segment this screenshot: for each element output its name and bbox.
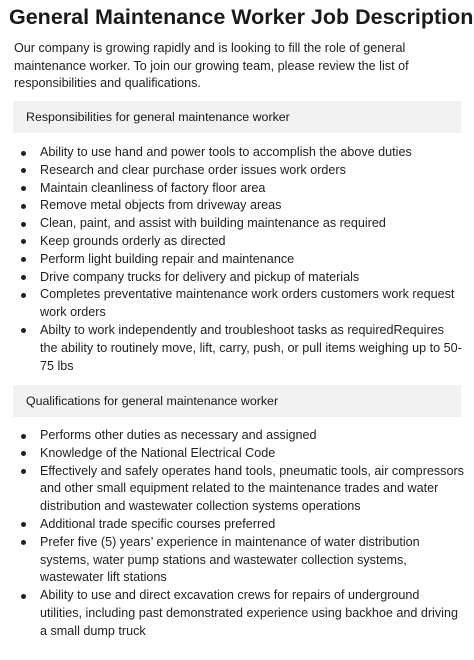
bullet-icon [21,451,26,456]
list-item-text: Prefer five (5) years’ experience in maintenance of water distribution systems, water pump stations and wastewater collection systems, wastewater lift stations [40,534,420,585]
list-item-text: Research and clear purchase order issues work orders [40,162,346,177]
list-item [0,197,474,215]
list-item-text: Clean, paint, and assist with building maintenance as required [40,216,386,231]
bullet-icon [21,186,26,191]
list-item-text: Perform light building repair and maintenance [40,251,295,266]
bullet-icon [21,434,26,439]
page-title: General Maintenance Worker Job Description [9,5,474,29]
list-item [0,463,474,516]
responsibilities-list [0,144,474,375]
list-item [0,534,474,587]
bullet-icon [21,594,26,599]
bullet-icon [21,293,26,298]
list-item-text: Ability to use and direct excavation crews for repairs of underground utilities, including past demonstrated experience using backhoe and driving a small dump truck [40,588,458,638]
list-item [0,215,474,233]
list-item-text: Abilty to work independently and troubleshoot tasks as requiredRequires the ability to routinely move, lift, carry, push, or pull items weighing up to 50-75 lbs [40,322,462,373]
responsibilities-heading: Responsibilities for general maintenance worker [13,101,461,133]
list-item-text: Keep grounds orderly as directed [40,233,226,248]
list-item [0,322,474,375]
list-item-text: Additional trade specific courses preferred [40,516,276,531]
list-item [0,251,474,269]
list-item [0,516,474,534]
list-item-text: Remove metal objects from driveway areas [40,198,282,213]
bullet-icon [21,522,26,527]
bullet-icon [21,275,26,280]
list-item [0,427,474,445]
list-item-text: Completes preventative maintenance work orders customers work request work orders [40,287,455,320]
list-item-text: Knowledge of the National Electrical Code [40,445,276,460]
bullet-icon [21,168,26,173]
list-item-text: Effectively and safely operates hand tools, pneumatic tools, air compressors and other small equipment related to the maintenance trades and water distribution and wastewater collection systems operations [40,463,464,514]
list-item [0,233,474,251]
list-item [0,269,474,287]
bullet-icon [21,257,26,262]
qualifications-heading: Qualifications for general maintenance worker [13,385,461,417]
list-item-text: Drive company trucks for delivery and pickup of materials [40,269,360,284]
list-item-text: Ability to use hand and power tools to accomplish the above duties [40,145,412,159]
bullet-icon [21,222,26,227]
list-item [0,286,474,322]
intro-paragraph: Our company is growing rapidly and is looking to fill the role of general maintenance worker. To join our growing team, please review the list of responsibilities and qualifications. [14,41,409,91]
qualifications-list [0,427,474,641]
list-item [0,587,474,640]
bullet-icon [21,328,26,333]
bullet-icon [21,239,26,244]
list-item-text: Performs other duties as necessary and assigned [40,428,317,442]
list-item [0,180,474,198]
list-item [0,144,474,162]
list-item-text: Maintain cleanliness of factory floor area [40,180,266,195]
bullet-icon [21,469,26,474]
bullet-icon [21,204,26,209]
bullet-icon [21,151,26,156]
bullet-icon [21,540,26,545]
list-item [0,162,474,180]
list-item [0,445,474,463]
